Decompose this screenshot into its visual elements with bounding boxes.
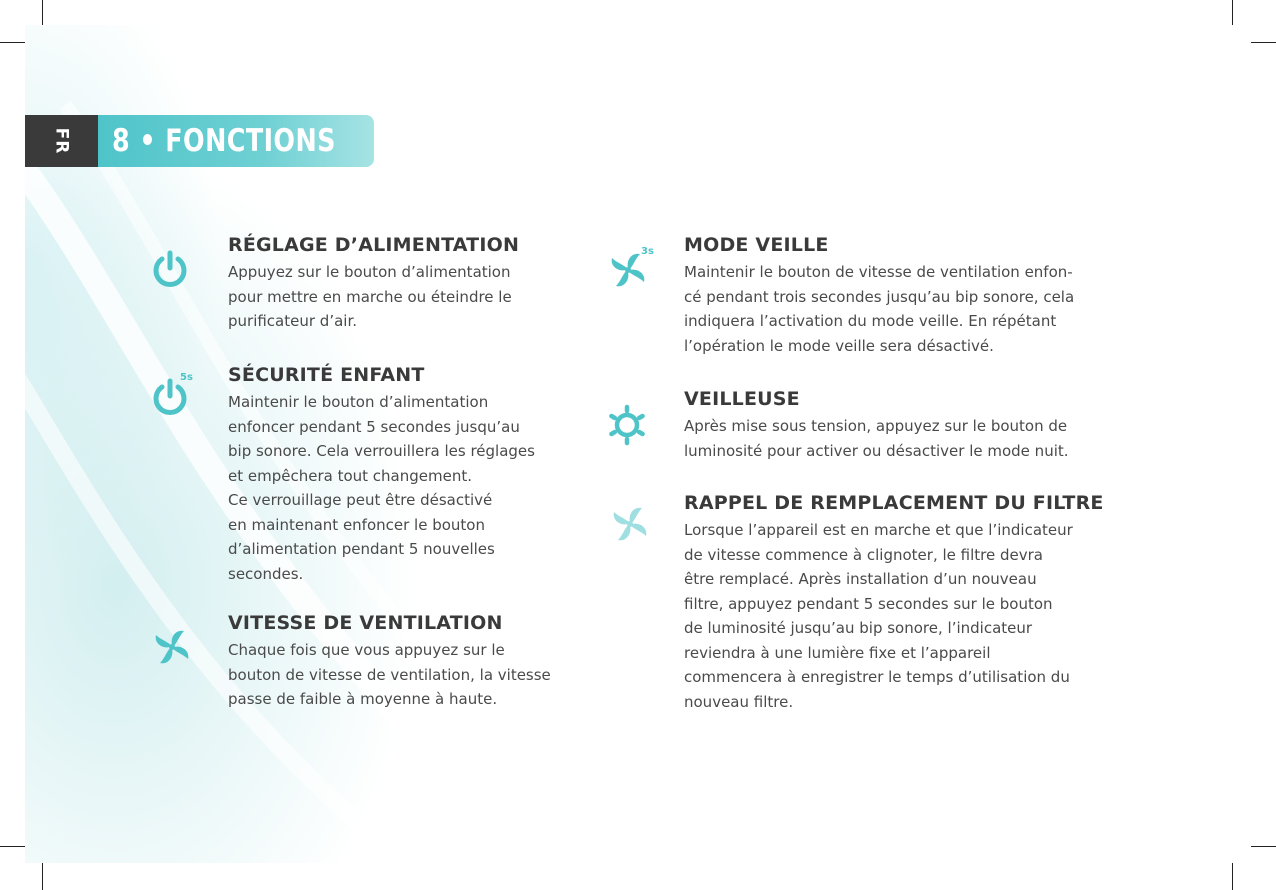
- power-icon: [150, 377, 190, 417]
- timer-badge: 5s: [180, 372, 193, 383]
- crop-mark: [42, 0, 43, 27]
- crop-mark: [1232, 863, 1233, 890]
- section-sleep-mode: [684, 234, 1104, 358]
- section-title: VITESSE DE VENTILATION: [228, 612, 503, 634]
- crop-mark: [1249, 42, 1276, 43]
- language-tab: [25, 115, 98, 167]
- section-text: Après mise sous tension, appuyez sur le bouton de luminosité pour activer ou désactiver le mode nuit.: [684, 417, 1069, 460]
- crop-mark: [1232, 0, 1233, 27]
- section-title: SÉCURITÉ ENFANT: [228, 364, 425, 386]
- section-filter-reminder: [684, 492, 1114, 714]
- section-text: Appuyez sur le bouton d’alimentation pour mettre en marche ou éteindre le purificateur d’air.: [228, 263, 512, 330]
- fan-icon: [151, 626, 193, 668]
- section-title: RAPPEL DE REMPLACEMENT DU FILTRE: [684, 492, 1104, 514]
- crop-mark: [0, 846, 27, 847]
- section-power: [228, 234, 568, 334]
- section-title: VEILLEUSE: [684, 388, 800, 410]
- section-text: Maintenir le bouton de vitesse de ventilation enfon- cé pendant trois secondes jusqu’au bip sonore, cela indiquera l’activation du mode veille. En répétant l’opération le mode veille sera désactivé.: [684, 263, 1075, 355]
- section-night-light: [684, 388, 1104, 463]
- section-title: RÉGLAGE D’ALIMENTATION: [228, 234, 520, 256]
- crop-mark: [1249, 846, 1276, 847]
- page-title: 8 • FONCTIONS: [112, 123, 336, 159]
- section-text: Chaque fois que vous appuyez sur le bouton de vitesse de ventilation, la vitesse passe de faible à moyenne à haute.: [228, 641, 551, 708]
- section-text: Maintenir le bouton d’alimentation enfoncer pendant 5 secondes jusqu’au bip sonore. Cela verrouillera les réglages et empêchera tout changement. Ce verrouillage peut être désactivé en maintenant enfoncer le bouton d’alimentation pendant 5 nouvelles secondes.: [228, 393, 535, 583]
- section-title: MODE VEILLE: [684, 234, 829, 256]
- section-child-lock: [228, 364, 568, 586]
- language-label: FR: [51, 127, 72, 155]
- crop-mark: [0, 42, 27, 43]
- sun-icon: [605, 403, 649, 447]
- title-bar: [98, 115, 374, 167]
- section-text: Lorsque l’appareil est en marche et que l’indicateur de vitesse commence à clignoter, le filtre devra être remplacé. Après installation d’un nouveau filtre, appuyez pendant 5 secondes sur le bouton de luminosité jusqu’au bip sonore, l’indicateur reviendra à une lumière fixe et l’appareil commencera à enregistrer le temps d’utilisation du nouveau filtre.: [684, 521, 1073, 711]
- power-icon: [150, 249, 190, 289]
- page: [25, 25, 1251, 863]
- crop-mark: [42, 863, 43, 890]
- section-fan-speed: [228, 612, 568, 712]
- fan-icon: [609, 503, 651, 545]
- timer-badge: 3s: [641, 246, 654, 257]
